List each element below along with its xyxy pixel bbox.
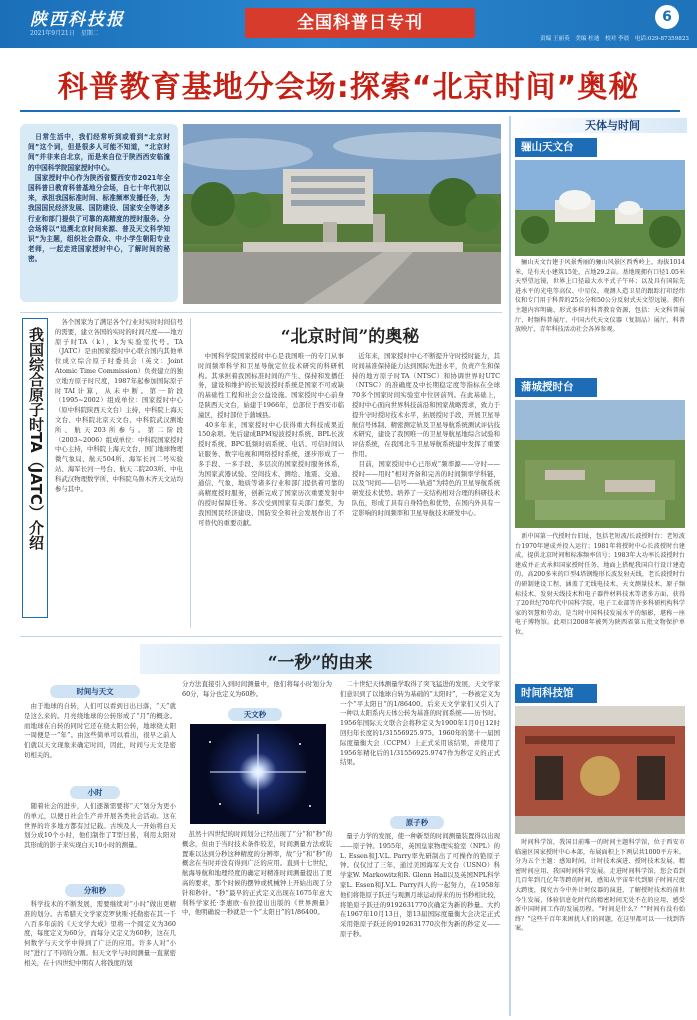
one-second-p7: 量子力学的发展，使一种新型的时间测量装置得以出现——原子钟。1955年，英国皇家物理实验室（NPL）的L. Essen和J.V.L. Parry率先研制出了可操作的铯原子钟。仅仅过了三年，通过美国海军天文台（USNO）科学家W. Markowitz和R. Glenn Hall以及英国NPL科学家L. Essen和J.V.L. Parry四人的一起努力，在1958年他们将铯原子跃迁与观测月球运动得来的历书秒相比较，将铯原子跃迁的9192631770次确定为新的秒量。大约在1967年10月13日，第13届国际度量衡大会决定正式采用铯原子跃迁的9192631770次作为新的秒定义——原子秒。 xyxy=(340,832,500,938)
one-second-title: “一秒”的由来 xyxy=(267,653,373,673)
subhead-hour: 小时 xyxy=(70,786,120,799)
middle-rule xyxy=(20,636,502,637)
subhead-atomic-second: 原子秒 xyxy=(390,816,444,829)
editor-credits: 责编 王丽英 美编 杜迪 校对 李晨 电话:029-87359823 xyxy=(540,36,689,42)
right-column-rule xyxy=(509,116,511,1016)
intro-box xyxy=(20,124,178,302)
beijing-time-col2: 近年来，国家授时中心不断提升守时授时能力，其时间基准保持能力达到国际先进水平，负责产生和保持的地方原子时TA（NTSC）和协调世界时UTC（NTSC）的准确度及中长期稳定度等指标在全球70多个国家时间实验室中位居前列。在此基础上，授时中心面向世界科技前沿和国家战略需求，致力于提升守时授时技术水平，拓展授时手段，开展卫星导航信号体制、精密测定轨及卫星导航系统测试评估技术研究，建设了我国唯一的卫星导航星地综合试验和评估系统，在我国北斗卫星导航系统建中发挥了重要作用。 目前，国家授时中心已形成“频率源——守时——授时——用时”相对齐备和完善的时间频率学科链，以及“时间——信号——轨道”为特色的卫星导航系统研发技术优势。培养了一支结构相对合理的科研技术队伍，形成了具有自身特色和优势，在国内外具有一定影响的时间频率和卫星导航技术研发中心。 xyxy=(352,352,500,517)
right-column-title: 天体与时间 xyxy=(585,119,640,132)
page-headline: 科普教育基地分会场:探索“北京时间”奥秘 xyxy=(57,70,640,105)
one-second-p4: 分方法直接引入到时间测量中，他们将每小时划分为60分，每分也定义为60秒。 xyxy=(182,680,332,698)
museum-text: 时间科学馆，我国目前唯一的时间主题科学馆，位于西安市临潼区国家授时中心本部，布展面积上下两层共1000平方米。分为五个主题：感知时间、计时技术演进、授时技术发展、精密时间应用、我国时间科学发展。走进时间科学馆，您会看到几百年到几亿年等跨的时间，感知从宇宙年代到原子时间尺度大跨度，探究古今中外计时仪器的演进，了解授时技术的前世今生发展，体验信息化时代的精密时间无处不在的应用，感受新中国时间工作的发展历程。“时间是什么？”“时间有没有始终？”这些千百年来困扰人们的问题，在这里都可以一一找到答案。 xyxy=(515,839,685,933)
ntsc-gate-photo xyxy=(183,124,501,304)
star-image xyxy=(190,724,326,824)
subhead-astronomical-second: 天文秒 xyxy=(228,708,282,721)
intro-text: 日常生活中，我们经常听到或看到“北京时间”这个词，但是很多人可能不知道，“北京时间”并非来自北京，而是来自位于陕西西安临潼的中国科学院国家授时中心。 国家授时中心作为陕西省暨西安市2021年全国科普日教育科普基地分会场，自七十年代初以来，承担我国标准时间、标准频率发播任务，为我国国民经济发展、国防建设、国家安全等诸多行业和部门提供了可靠的高精度的授时服务。分会场将以“追溯北京时间来源、普及天文科学知识”为主题，组织社会群众、中小学生朝阳专业老师，一起走进国家授时中心，了解时间的秘密。 xyxy=(28,133,170,264)
one-second-p6: 二十世纪天体测量学取得了突飞猛进的发展，天文学家们意识到了以地球自转为基础的“太阳时”，一秒被定义为一个“平太阳日”的1/86400。后来天文学家们又引入了一种以太阳系内天体公转为基准的时间系统——历书时。1956年国际天文联合会将秒定义为1900年1月0日12时回归年长度的1/31556925.975。1960年的第十一届国际度量衡大会（CCPM）上正式采用该结果，并使用了1956年精化后的1/31556925.9747作为秒定义的正式结果。 xyxy=(340,680,500,767)
section-head-lishan: 骊山天文台 xyxy=(515,138,597,157)
one-second-p1: 由于地球的自转，人们可以看到日出日落，“天”就是这么来的。月亮绕地球的公转形成了“月”的概念。而地球在自转的同时它还在绕太阳公转，地球绕太阳一周便是一“年”。由这些简单可以看出，很早之前人们就以天文现象来确定时间，因此，时间与天文是密切相关的。 xyxy=(24,702,176,759)
subhead-time-astronomy: 时间与天文 xyxy=(50,685,140,698)
column-rule xyxy=(190,318,191,628)
jatc-article-text: 各个国家为了满足各个行业对实时时间信号的需要，建立各国的实时的时间尺度——地方原子时TA（k），k为实验室代号。TA（JATC）是由国家授时中心联合国内其他单位成立综合原子时委员会（英文：Joint Atomic Time Commission）负责建立的独立地方原子时尺度，1987年起参加国际原子时TAI计算，从未中断。第一阶段（1995~2002）组成单位：国家授时中心（原中科院陕西天文台）主持，中科院上海天文台、中科院北京天文台、中科院武汉测地所、航天203所参与。第二阶段（2003~2006）组成单位：中科院国家授时中心主持，中科院上海天文台、国门地球物理微气象局、航天504所、海军长河二号实验站、海军长河一号台、航天二院203所、中电科武汉物理数学所、中科院乌鲁木齐天文站均参与其中。 xyxy=(55,318,183,493)
jatc-article-title: 我国综合原子时TA（JATC）介绍 xyxy=(22,318,48,618)
pucheng-text: 新中国第一代授时台旧址，包括老短波/长波授时台：老短波台1970年建成并投入运行；1981年将授时中心长波授时台建成，提供北京时间和标准频率信号；1983年大功率长波授时台建成并正式承担国家授时任务，地面上搭配我国自行设计建造的、高200多米的巨型4塔钢缆形长波发射天线，老长波授时台的研制建设工程，涵盖了无线电技术、天文测量技术、原子频标技术、发射天线技术和电子器件材料技术等诸多方面，获得了20世纪70年代中国科学院、电子工业部等许多科研机构科学家的智慧和劳动，是当时中国科技发展水平的缩影，堪称一座电子博物馆。此项目2008年被列为陕西省第五批文物保护单位。 xyxy=(515,533,685,636)
one-second-p3: 科学技术的不断发展，需要继续对“小时”做出更精准的划分。古希腊天文学家克罗狄斯·托勒密在其一千八百多年前的《天文学大成》里将一个圆定义为360度，每度定义为60分，而每分又定义为60秒，这在几何数学与天文学中得到了广泛的应用。许多人对“小时”进行了不同的分割。但天文学与时间测量一直紧密相关，在十四世纪中期有人将钱度的划 xyxy=(24,900,176,967)
beijing-time-col1: 中国科学院国家授时中心是我国唯一的专门从事时间频率科学和卫星导航定位技术研究的科研机构。其承担着我国标准时间的产生、保持和发播任务，建设和维护的长短波授时系统是国家不可或缺的基础性工程和社会公益设施。国家授时中心前身是陕西天文台，始建于1966年，总部位于西安市临潼区，授时部位于蒲城县。 40多年来，国家授时中心获得重大科技成果近150余项。先后建成BPM短波授时系统、BPL长波授时系统、BPC低频时码系统、电话、可信时间认证服务、数字电视和网络授时系统，逐步形成了一多手段、一多手段、多层次的国家授时服务体系，为国家武器试验、空间技术、测绘、地震、交通、通信、气象、地质等诸多行业和部门提供着可靠的高精度授时服务，创新完成了国家历次重要发射中的授时保障任务。多次受到国家有关部门嘉奖，为我国国民经济建设、国防安全和社会发展作出了不可替代的重要贡献。 xyxy=(198,352,344,527)
page-number: 6 xyxy=(655,5,679,29)
time-museum-photo xyxy=(515,706,685,834)
headline-divider xyxy=(20,110,680,112)
section-head-pucheng: 蒲城授时台 xyxy=(515,378,597,397)
newspaper-brand: 陕西科技报 xyxy=(30,10,125,30)
special-issue-title: 全国科普日专刊 xyxy=(245,8,475,38)
issue-date: 2021年9月21日 星期二 xyxy=(30,30,99,37)
upper-rule xyxy=(20,312,502,313)
pucheng-station-photo xyxy=(515,400,685,528)
lishan-observatory-photo xyxy=(515,160,685,256)
section-head-museum: 时间科技馆 xyxy=(515,684,597,703)
one-second-p5: 虽然十四世纪的时间划分已经出现了“分”和“秒”的概念，但由于当时技术条件较差，时间测量方法或装置难以达到分秒这种精度的分辨率，故“分”和“秒”的概念在当时并没有得到广泛的应用。直到十七世纪，航海导航和地理经度的确定对精准时间测量提出了更高的要求，那个时候的摆钟或机械钟上开始出现了分针和秒针。“秒”最早的正式定义出现在1675年意大利科学家托·李惠欧·布拉提出出版的《世界测量》中，他明确说一秒就是一个“太阳日”的1/86400。 xyxy=(182,830,332,917)
lishan-text: 骊山天文台建于风景秀丽的骊山风景区西秀岭上，海拔1014米，是有天小建筑15处，占地29.2亩。基地现拥有口径1.05米天型望远镜，世界上口径最大水平式子午环；以及具有国际先进水平的光电等高仪、中星仪、观测人造卫星的跟踪打印经纬仪和专门用于科普的25公分和50公分反射式天文望远镜。拥有主题内容明确、形式多样的科普教育资源，包括：天文科普展厅、时频科普展厅、中国古代天文仪器（复制品）展厅、科普放映厅、青年科技活动社会各界参观。 xyxy=(515,259,685,334)
one-second-p2: 随着社会的进步，人们逐渐需要将“天”划分为更小的单元，以便日社会生产并开展各类社会活动。这在世界的许多地方都有过记载。古埃及人一开始将白天划分成10个小时，他们制作了T型日晷，利用太阳对其形成的影子来实现白天10小时的测量。 xyxy=(24,802,176,850)
beijing-time-title: “北京时间”的奥秘 xyxy=(280,327,420,347)
subhead-minute-second: 分和秒 xyxy=(65,884,125,897)
